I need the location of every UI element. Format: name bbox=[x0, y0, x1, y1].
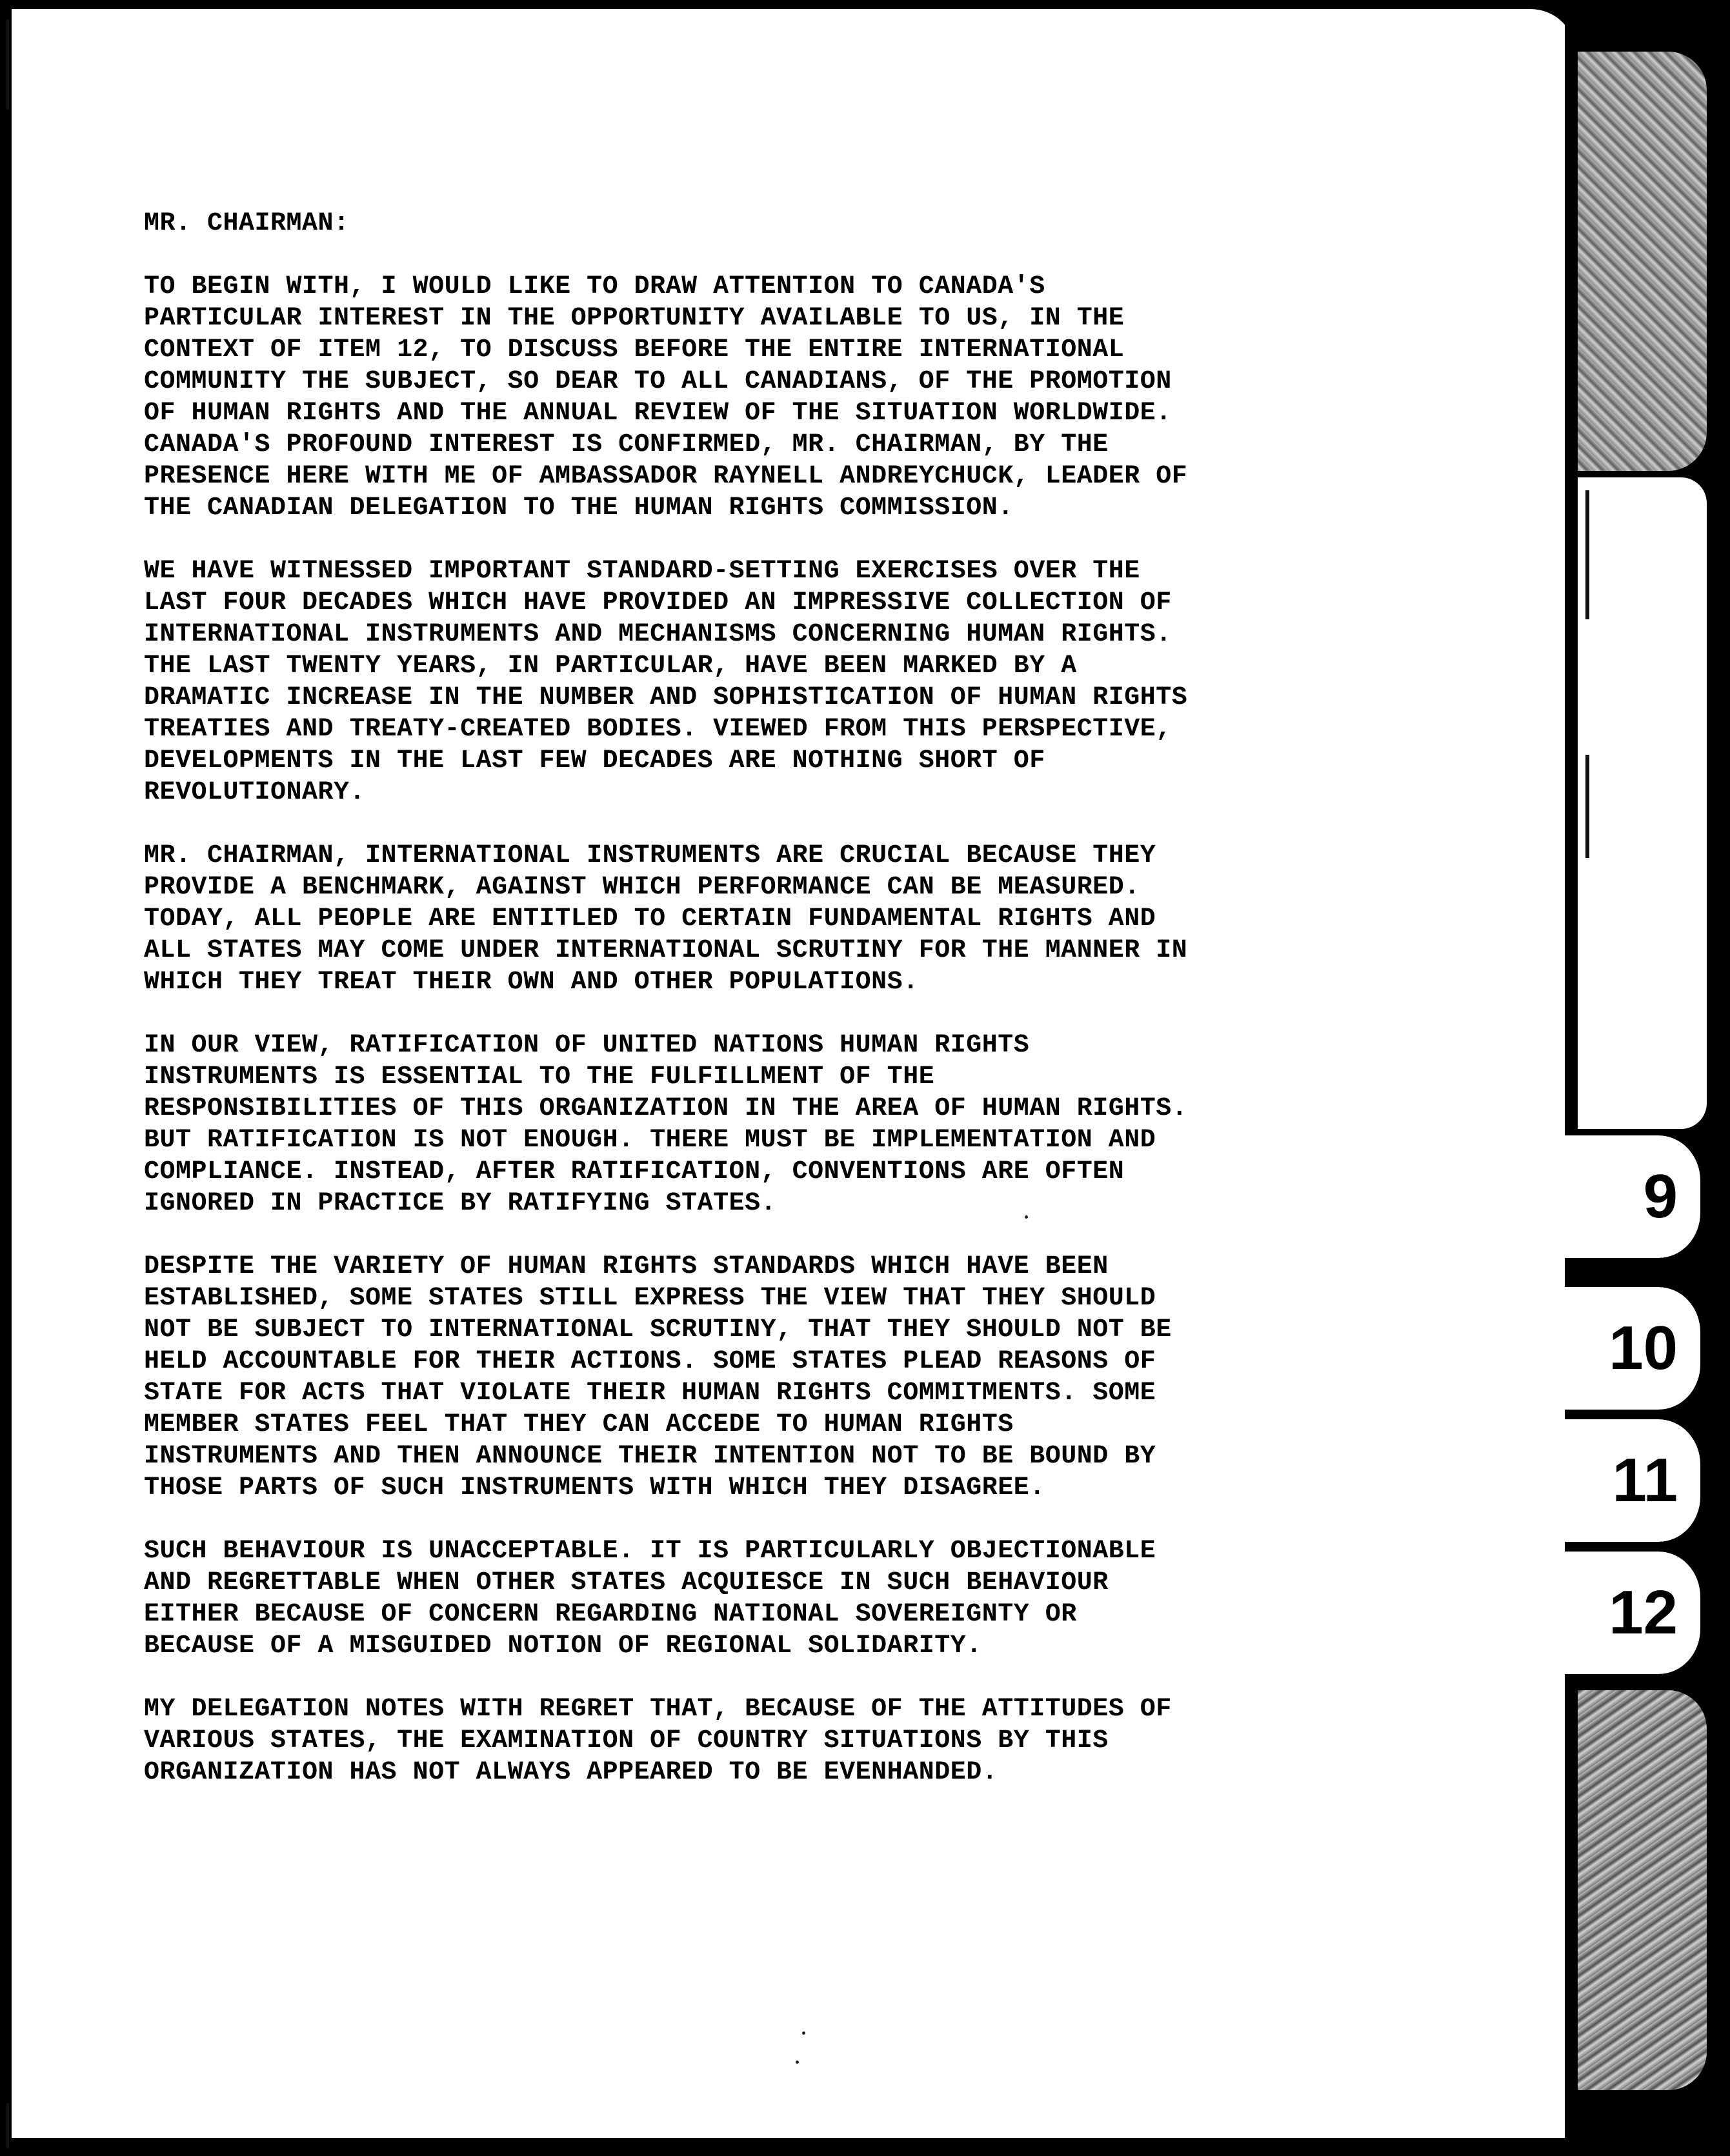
scan-edge-mark bbox=[6, 2103, 9, 2148]
tab-12-label: 12 bbox=[1609, 1578, 1678, 1647]
tab-9-label: 9 bbox=[1643, 1162, 1678, 1231]
scan-speck bbox=[1025, 1215, 1028, 1219]
tab-ridge bbox=[1585, 755, 1589, 858]
index-tab-strip bbox=[1565, 0, 1730, 2156]
tab-stack-middle bbox=[1578, 477, 1707, 1129]
paragraph-3: MR. CHAIRMAN, INTERNATIONAL INSTRUMENTS ARE CRUCIAL BECAUSE THEY PROVIDE A BENCHMARK, AGAINST WHICH PERFORMANCE CAN BE MEASURED. TODAY, ALL PEOPLE ARE ENTITLED TO CERTAIN FUNDAMENTAL RIGHTS AND ALL STATES MAY COME UNDER INTERNATIONAL SCRUTINY FOR THE MANNER IN WHICH THEY TREAT THEIR OWN AND OTHER POPULATIONS. bbox=[144, 841, 1188, 997]
letter-body bbox=[144, 208, 1434, 1820]
tab-ridge bbox=[1585, 490, 1589, 619]
paragraph-7: MY DELEGATION NOTES WITH REGRET THAT, BECAUSE OF THE ATTITUDES OF VARIOUS STATES, THE EXAMINATION OF COUNTRY SITUATIONS BY THIS ORGANIZATION HAS NOT ALWAYS APPEARED TO BE EVENHANDED. bbox=[144, 1695, 1172, 1787]
scan-speck bbox=[796, 2061, 799, 2064]
tab-stack-bottom bbox=[1578, 1690, 1707, 2090]
paragraph-5: DESPITE THE VARIETY OF HUMAN RIGHTS STANDARDS WHICH HAVE BEEN ESTABLISHED, SOME STATES STILL EXPRESS THE VIEW THAT THEY SHOULD NOT BE SUBJECT TO INTERNATIONAL SCRUTINY, THAT THEY SHOULD NOT BE HELD ACCOUNTABLE FOR THEIR ACTIONS. SOME STATES PLEAD REASONS OF STATE FOR ACTS THAT VIOLATE THEIR HUMAN RIGHTS COMMITMENTS. SOME MEMBER STATES FEEL THAT THEY CAN ACCEDE TO HUMAN RIGHTS INSTRUMENTS AND THEN ANNOUNCE THEIR INTENTION NOT TO BE BOUND BY THOSE PARTS OF SUCH INSTRUMENTS WITH WHICH THEY DISAGREE. bbox=[144, 1252, 1172, 1502]
tab-stack-top bbox=[1578, 52, 1707, 471]
document-page bbox=[12, 9, 1576, 2138]
paragraph-1: TO BEGIN WITH, I WOULD LIKE TO DRAW ATTENTION TO CANADA'S PARTICULAR INTEREST IN THE OPPORTUNITY AVAILABLE TO US, IN THE CONTEXT OF ITEM 12, TO DISCUSS BEFORE THE ENTIRE INTERNATIONAL COMMUNITY THE SUBJECT, SO DEAR TO ALL CANADIANS, OF THE PROMOTION OF HUMAN RIGHTS AND THE ANNUAL REVIEW OF THE SITUATION WORLDWIDE. CANADA'S PROFOUND INTEREST IS CONFIRMED, MR. CHAIRMAN, BY THE PRESENCE HERE WITH ME OF AMBASSADOR RAYNELL ANDREYCHUCK, LEADER OF THE CANADIAN DELEGATION TO THE HUMAN RIGHTS COMMISSION. bbox=[144, 272, 1188, 523]
tab-12[interactable] bbox=[1565, 1552, 1704, 1674]
paragraph-6: SUCH BEHAVIOUR IS UNACCEPTABLE. IT IS PARTICULARLY OBJECTIONABLE AND REGRETTABLE WHEN OTHER STATES ACQUIESCE IN SUCH BEHAVIOUR EITHER BECAUSE OF CONCERN REGARDING NATIONAL SOVEREIGNTY OR BECAUSE OF A MISGUIDED NOTION OF REGIONAL SOLIDARITY. bbox=[144, 1537, 1156, 1661]
tab-9[interactable] bbox=[1565, 1135, 1704, 1258]
tab-10-label: 10 bbox=[1609, 1313, 1678, 1382]
tab-11[interactable] bbox=[1565, 1419, 1704, 1542]
paragraph-2: WE HAVE WITNESSED IMPORTANT STANDARD-SETTING EXERCISES OVER THE LAST FOUR DECADES WHICH HAVE PROVIDED AN IMPRESSIVE COLLECTION OF INTERNATIONAL INSTRUMENTS AND MECHANISMS CONCERNING HUMAN RIGHTS. THE LAST TWENTY YEARS, IN PARTICULAR, HAVE BEEN MARKED BY A DRAMATIC INCREASE IN THE NUMBER AND SOPHISTICATION OF HUMAN RIGHTS TREATIES AND TREATY-CREATED BODIES. VIEWED FROM THIS PERSPECTIVE, DEVELOPMENTS IN THE LAST FEW DECADES ARE NOTHING SHORT OF REVOLUTIONARY. bbox=[144, 557, 1188, 807]
tab-10[interactable] bbox=[1565, 1287, 1704, 1410]
salutation: MR. CHAIRMAN: bbox=[144, 209, 350, 238]
scan-speck bbox=[802, 2031, 805, 2035]
paragraph-4: IN OUR VIEW, RATIFICATION OF UNITED NATIONS HUMAN RIGHTS INSTRUMENTS IS ESSENTIAL TO THE FULFILLMENT OF THE RESPONSIBILITIES OF THIS ORGANIZATION IN THE AREA OF HUMAN RIGHTS. BUT RATIFICATION IS NOT ENOUGH. THERE MUST BE IMPLEMENTATION AND COMPLIANCE. INSTEAD, AFTER RATIFICATION, CONVENTIONS ARE OFTEN IGNORED IN PRACTICE BY RATIFYING STATES. bbox=[144, 1031, 1188, 1218]
tab-11-label: 11 bbox=[1612, 1446, 1678, 1515]
scan-edge-mark bbox=[6, 19, 9, 110]
